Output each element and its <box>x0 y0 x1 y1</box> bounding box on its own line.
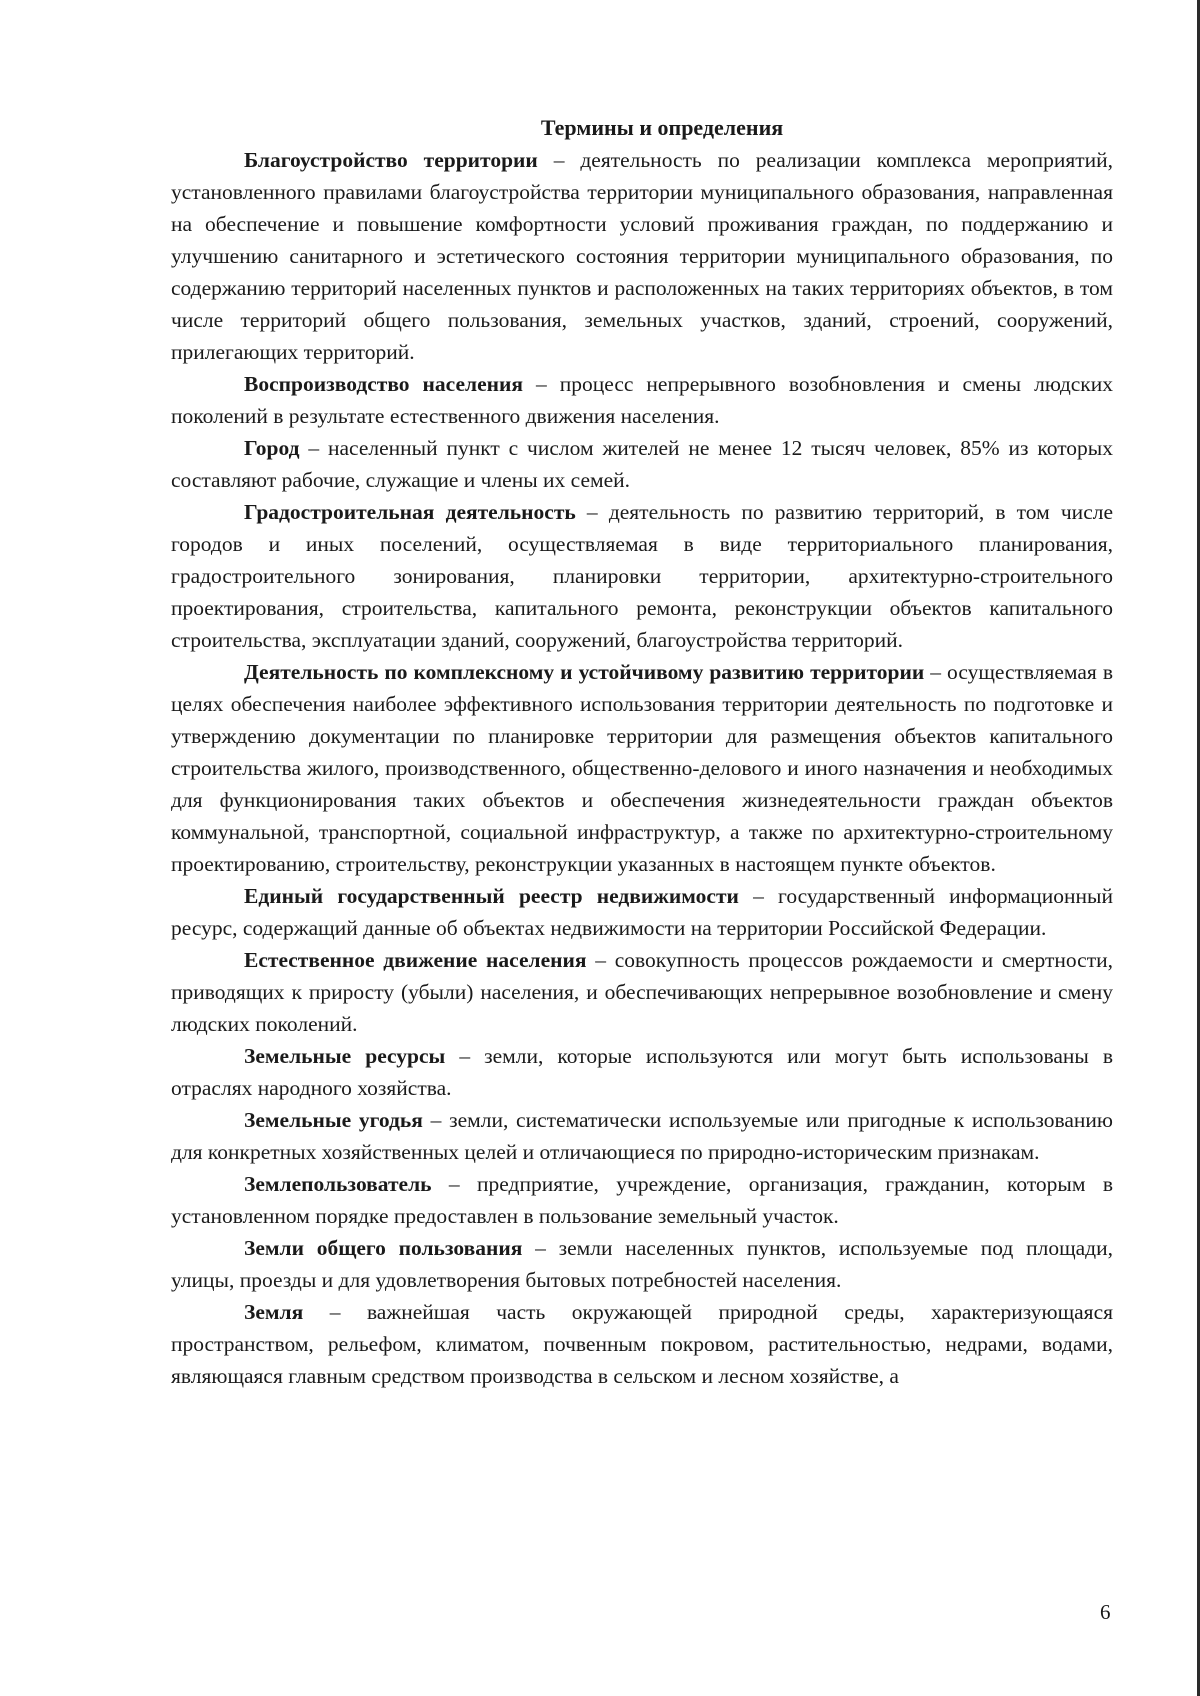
definition-text: земли, которые используются или могут быть использованы в отраслях народного хозяйства. <box>171 1044 1113 1100</box>
page-number: 6 <box>1100 1600 1111 1624</box>
definition-term: Воспроизводство населения <box>244 372 524 396</box>
definition-entry: Земли общего пользования – земли населенных пунктов, используемые под площади, улицы, проезды и для удовлетворения бытовых потребностей населения. <box>171 1236 1114 1292</box>
definition-entry: Землепользователь – предприятие, учреждение, организация, гражданин, которым в установленном порядке предоставлен в пользование земельный участок. <box>171 1172 1113 1228</box>
definition-text: населенный пункт с числом жителей не менее 12 тысяч человек, 85% из которых составляют рабочие, служащие и члены их семей. <box>171 436 1113 492</box>
definition-text: важнейшая часть окружающей природной среды, характеризующаяся пространством, рельефом, климатом, почвенным покровом, растительностью, недрами, водами, являющаяся главным средством производства в сельском и лесном хозяйстве, а <box>171 1300 1113 1388</box>
definition-entry: Деятельность по комплексному и устойчивому развитию территории – осуществляемая в целях обеспечения наиболее эффективного использования территории деятельность по подготовке и утверждению документации по планировке территории для размещения объектов капитального строительства жилого, производственного, общественно-делового и иного назначения и необходимых для функционирования таких объектов и обеспечения жизнедеятельности граждан объектов коммунальной, транспортной, социальной инфраструктур, а также по архитектурно-строительному проектированию, строительству, реконструкции указанных в настоящем пункте объектов. <box>171 660 1113 876</box>
definitions-list <box>171 144 1113 1392</box>
definition-term: Город <box>244 436 300 460</box>
definition-text: государственный информационный ресурс, содержащий данные об объектах недвижимости на территории Российской Федерации. <box>171 884 1113 940</box>
definition-term: Благоустройство территории <box>244 148 538 172</box>
definition-text: предприятие, учреждение, организация, гражданин, которым в установленном порядке предоставлен в пользование земельный участок. <box>171 1172 1113 1228</box>
definition-term: Естественное движение населения <box>244 948 587 972</box>
definition-entry: Город – населенный пункт с числом жителей не менее 12 тысяч человек, 85% из которых составляют рабочие, служащие и члены их семей. <box>171 436 1113 492</box>
definition-entry: Земельные угодья – земли, систематически используемые или пригодные к использованию для конкретных хозяйственных целей и отличающиеся по природно-историческим признакам. <box>171 1108 1113 1164</box>
definition-text: земли населенных пунктов, используемые под площади, улицы, проезды и для удовлетворения бытовых потребностей населения. <box>171 1236 1114 1292</box>
definition-term: Градостроительная деятельность <box>244 500 576 524</box>
definition-entry: Благоустройство территории – деятельность по реализации комплекса мероприятий, установленного правилами благоустройства территории муниципального образования, направленная на обеспечение и повышение комфортности условий проживания граждан, по поддержанию и улучшению санитарного и эстетического состояния территории муниципального образования, по содержанию территорий населенных пунктов и расположенных на таких территориях объектов, в том числе территорий общего пользования, земельных участков, зданий, строений, сооружений, прилегающих территорий. <box>171 148 1113 364</box>
definition-text: деятельность по реализации комплекса мероприятий, установленного правилами благоустройства территории муниципального образования, направленная на обеспечение и повышение комфортности условий проживания граждан, по поддержанию и улучшению санитарного и эстетического состояния территории муниципального образования, по содержанию территорий населенных пунктов и расположенных на таких территориях объектов, в том числе территорий общего пользования, земельных участков, зданий, строений, сооружений, прилегающих территорий. <box>171 148 1113 364</box>
definition-entry: Земельные ресурсы – земли, которые используются или могут быть использованы в отраслях народного хозяйства. <box>171 1044 1113 1100</box>
definition-entry: Градостроительная деятельность – деятельность по развитию территорий, в том числе городов и иных поселений, осуществляемая в виде территориального планирования, градостроительного зонирования, планировки территории, архитектурно-строительного проектирования, строительства, капитального ремонта, реконструкции объектов капитального строительства, эксплуатации зданий, сооружений, благоустройства территорий. <box>171 500 1114 652</box>
definition-text: деятельность по развитию территорий, в том числе городов и иных поселений, осуществляемая в виде территориального планирования, градостроительного зонирования, планировки территории, архитектурно-строительного проектирования, строительства, капитального ремонта, реконструкции объектов капитального строительства, эксплуатации зданий, сооружений, благоустройства территорий. <box>171 500 1114 652</box>
definition-term: Земля <box>244 1300 304 1324</box>
definition-term: Земельные угодья <box>244 1108 423 1132</box>
definition-text: совокупность процессов рождаемости и смертности, приводящих к приросту (убыли) населения, и обеспечивающих непрерывное возобновление и смену людских поколений. <box>171 948 1113 1036</box>
definition-term: Земли общего пользования <box>244 1236 523 1260</box>
definition-text: осуществляемая в целях обеспечения наиболее эффективного использования территории деятельность по подготовке и утверждению документации по планировке территории для размещения объектов капитального строительства жилого, производственного, общественно-делового и иного назначения и необходимых для функционирования таких объектов и обеспечения жизнедеятельности граждан объектов коммунальной, транспортной, социальной инфраструктур, а также по архитектурно-строительному проектированию, строительству, реконструкции указанных в настоящем пункте объектов. <box>171 660 1113 876</box>
document-title: Термины и определения <box>540 115 784 140</box>
definition-term: Деятельность по комплексному и устойчивому развитию территории <box>244 660 925 684</box>
definition-text: земли, систематически используемые или пригодные к использованию для конкретных хозяйственных целей и отличающиеся по природно-историческим признакам. <box>171 1108 1113 1164</box>
definition-entry: Естественное движение населения – совокупность процессов рождаемости и смертности, приводящих к приросту (убыли) населения, и обеспечивающих непрерывное возобновление и смену людских поколений. <box>171 948 1113 1036</box>
definition-term: Землепользователь <box>244 1172 432 1196</box>
definition-term: Земельные ресурсы <box>244 1044 446 1068</box>
definition-entry: Единый государственный реестр недвижимости – государственный информационный ресурс, содержащий данные об объектах недвижимости на территории Российской Федерации. <box>171 884 1113 940</box>
definition-text: процесс непрерывного возобновления и смены людских поколений в результате естественного движения населения. <box>171 372 1114 428</box>
definition-entry: Земля – важнейшая часть окружающей природной среды, характеризующаяся пространством, рельефом, климатом, почвенным покровом, растительностью, недрами, водами, являющаяся главным средством производства в сельском и лесном хозяйстве, а <box>171 1300 1113 1388</box>
definition-term: Единый государственный реестр недвижимости <box>244 884 739 908</box>
definition-entry: Воспроизводство населения – процесс непрерывного возобновления и смены людских поколений в результате естественного движения населения. <box>171 372 1114 428</box>
document-page <box>171 112 1113 1392</box>
